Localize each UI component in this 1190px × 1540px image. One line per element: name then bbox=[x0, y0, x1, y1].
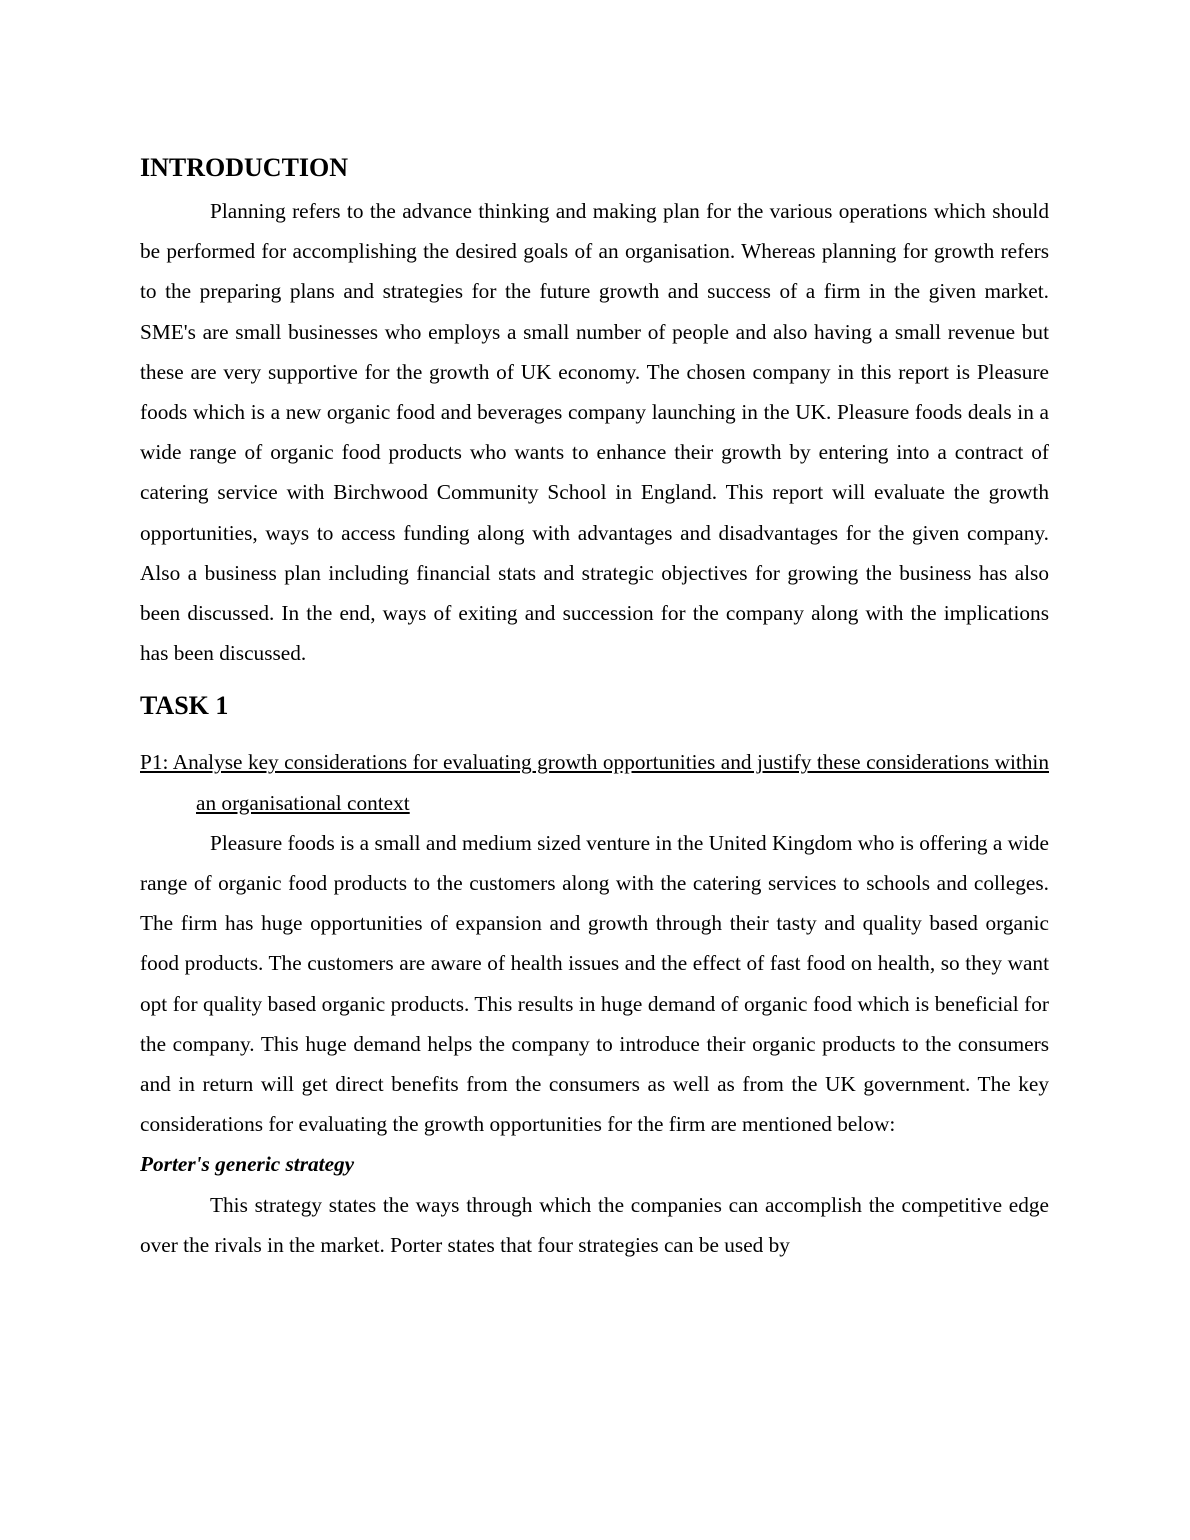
introduction-paragraph: Planning refers to the advance thinking and making plan for the various operations which should be performed for accomplishing the desired goals of an organisation. Whereas planning for growth refers to the preparing plans and strategies for the future growth and success of a firm in the given market. SME's are small businesses who employs a small number of people and also having a small revenue but these are very supportive for the growth of UK economy. The chosen company in this report is Pleasure foods which is a new organic food and beverages company launching in the UK. Pleasure foods deals in a wide range of organic food products who wants to enhance their growth by entering into a contract of catering service with Birchwood Community School in England. This report will evaluate the growth opportunities, ways to access funding along with advantages and disadvantages for the given company. Also a business plan including financial stats and strategic objectives for growing the business has also been discussed. In the end, ways of exiting and succession for the company along with the implications has been discussed. bbox=[140, 199, 1049, 666]
document-page bbox=[140, 148, 1049, 1265]
introduction-heading: INTRODUCTION bbox=[140, 153, 349, 182]
task1-heading: TASK 1 bbox=[140, 691, 229, 721]
porter-heading: Porter's generic strategy bbox=[140, 1152, 355, 1177]
p1-heading: P1: Analyse key considerations for evaluating growth opportunities and justify these considerations within an organisational context bbox=[140, 750, 1049, 815]
p1-paragraph: Pleasure foods is a small and medium sized venture in the United Kingdom who is offering a wide range of organic food products to the customers along with the catering services to schools and colleges. The firm has huge opportunities of expansion and growth through their tasty and quality based organic food products. The customers are aware of health issues and the effect of fast food on health, so they want opt for quality based organic products. This results in huge demand of organic food which is beneficial for the company. This huge demand helps the company to introduce their organic products to the consumers and in return will get direct benefits from the consumers as well as from the UK government. The key considerations for evaluating the growth opportunities for the firm are mentioned below: bbox=[140, 830, 1049, 1137]
porter-paragraph: This strategy states the ways through which the companies can accomplish the competitive edge over the rivals in the market. Porter states that four strategies can be used by bbox=[140, 1192, 1049, 1257]
